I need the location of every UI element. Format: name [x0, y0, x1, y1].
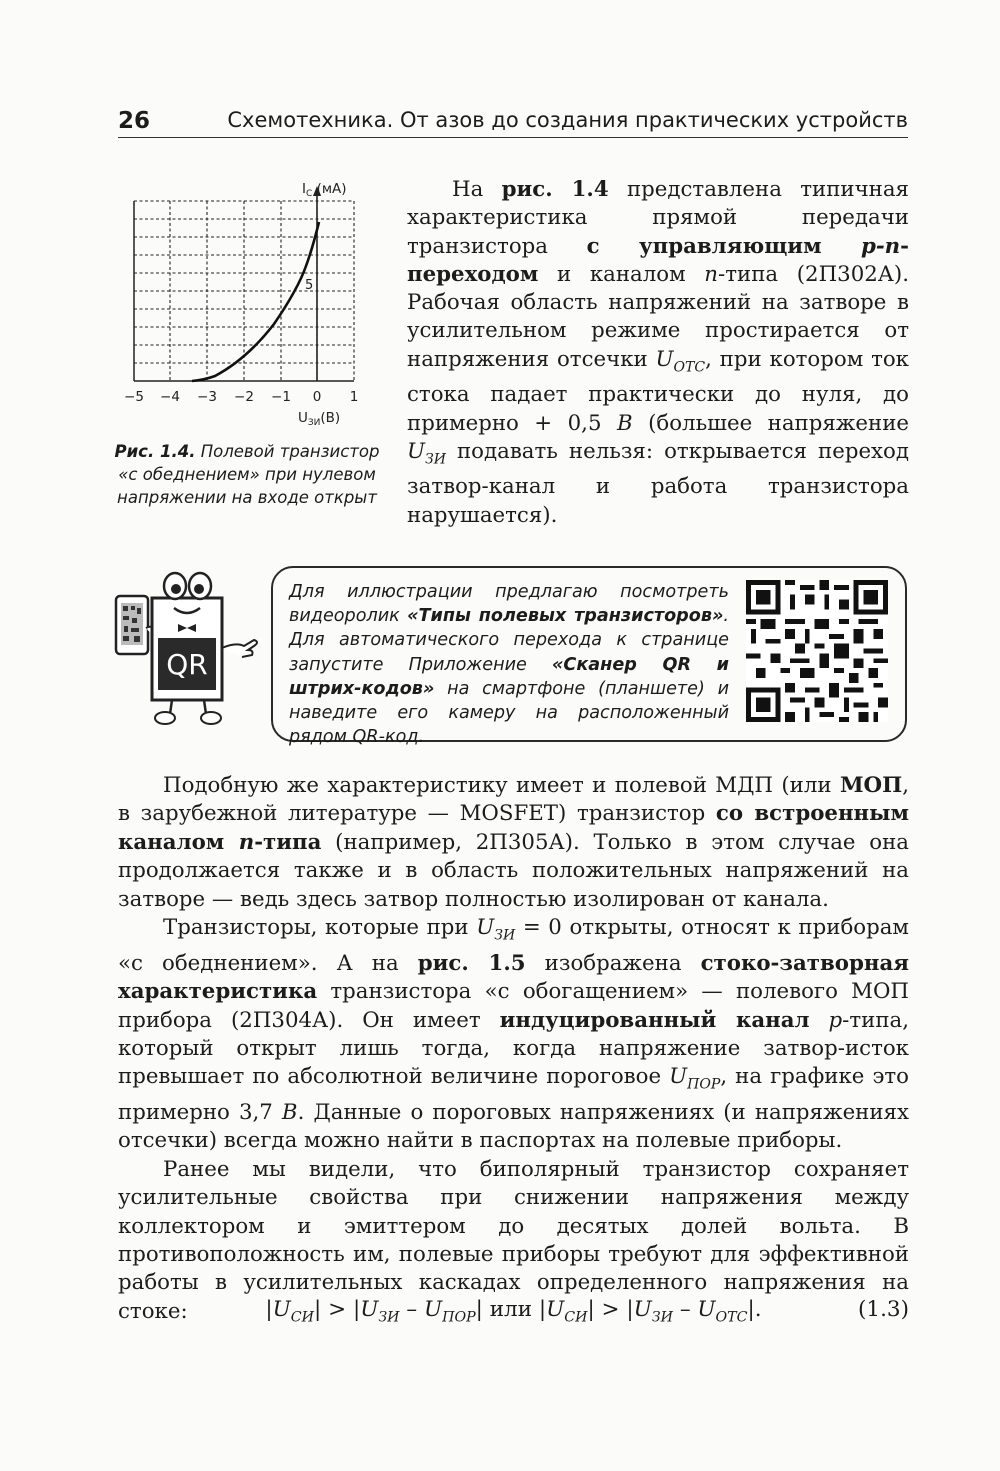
intro-paragraph: На рис. 1.4 представлена типичная характеристика прямой передачи транзистора с управляющим p-n-переходом и каналом n-типа (2П302А). Рабочая область напряжений на затворе в усилительном режиме простирается от напряжения отсечки $U_{ОТС}$, при котором ток стока падает практически до нуля, до примерно + 0,5 В (большее напряжение $U_{ЗИ}$ подавать нельзя: открывается переход затвор-канал и работа транзистора нарушается).	[407, 177, 909, 528]
paragraph: Транзисторы, которые при $U_{ЗИ} = 0$ открыты, относят к приборам «с обеднением». А на рис. 1.5 изображена стоко-затворная характеристика транзистора «с обогащением» — полевого МОП прибора (2П304А). Он имеет индуцированный канал p-типа, который открыт лишь тогда, когда напряжение затвор-исток превышает по абсолютной величине пороговое $U_{ПОР}$, на графике это примерно 3,7 В. Данные о пороговых напряжениях (и напряжениях отсечки) всегда можно найти в паспортах на полевые приборы.	[118, 915, 910, 1154]
paragraph: Ранее мы видели, что биполярный транзистор сохраняет усилительные свойства при снижении напряжения между коллектором и эмиттером до десятых долей вольта. В противоположность им, полевые приборы требуют для эффективной работы в усилительных каскадах определенного напряжения на стоке:	[118, 1156, 909, 1324]
x-tick: −1	[271, 389, 291, 405]
body-text	[118, 772, 909, 1326]
x-tick: 1	[349, 389, 359, 405]
y-tick-5: 5	[305, 278, 314, 293]
formula-number: (1.3)	[858, 1297, 909, 1322]
qr-mascot-icon	[112, 568, 262, 728]
caption-label: Рис. 1.4.	[114, 442, 196, 461]
chart-grid	[134, 201, 354, 381]
caption-text: Полевой транзистор «с обеднением» при нулевом напряжении на входе открыт	[117, 442, 380, 507]
formula-1-3: $|U_{СИ}| > |U_{ЗИ} - U_{ПОР}|$ или $|U_{СИ}| > |U_{ЗИ} - U_{ОТС}|$.	[265, 1297, 762, 1326]
x-tick: −5	[124, 389, 144, 405]
qr-info-text: Для иллюстрации предлагаю посмотреть видеоролик «Типы полевых транзисторов». Для автоматического перехода к странице запустите Приложение «Сканер QR и штрих-кодов» на смартфоне (планшете) и наведите его камеру на расположенный рядом QR-код.	[289, 582, 729, 748]
x-tick: −3	[197, 389, 217, 405]
y-axis-label: $I_С$ (мА)	[302, 181, 347, 199]
transfer-curve	[192, 222, 319, 381]
paragraph: Подобную же характеристику имеет и полевой МДП (или МОП, в зарубежной литературе — MOSFET) транзистор со встроенным каналом n-типа (например, 2П305А). Только в этом случае она продолжается также и в область положительных напряжений на затворе — ведь здесь затвор полностью изолирован от канала.	[118, 773, 909, 912]
header-rule	[118, 137, 908, 138]
x-axis-label: $U_{ЗИ}(В)$	[298, 410, 341, 428]
figure-caption	[112, 440, 382, 509]
x-tick: −4	[160, 389, 180, 405]
x-tick: −2	[234, 389, 254, 405]
mascot-label: QR	[166, 648, 208, 681]
x-tick: 0	[312, 389, 322, 405]
running-title: Схемотехника. От азов до создания практических устройств	[227, 108, 908, 132]
figure-1-4-chart	[112, 176, 382, 430]
page-number: 26	[118, 108, 151, 134]
qr-code-icon[interactable]	[746, 580, 888, 722]
